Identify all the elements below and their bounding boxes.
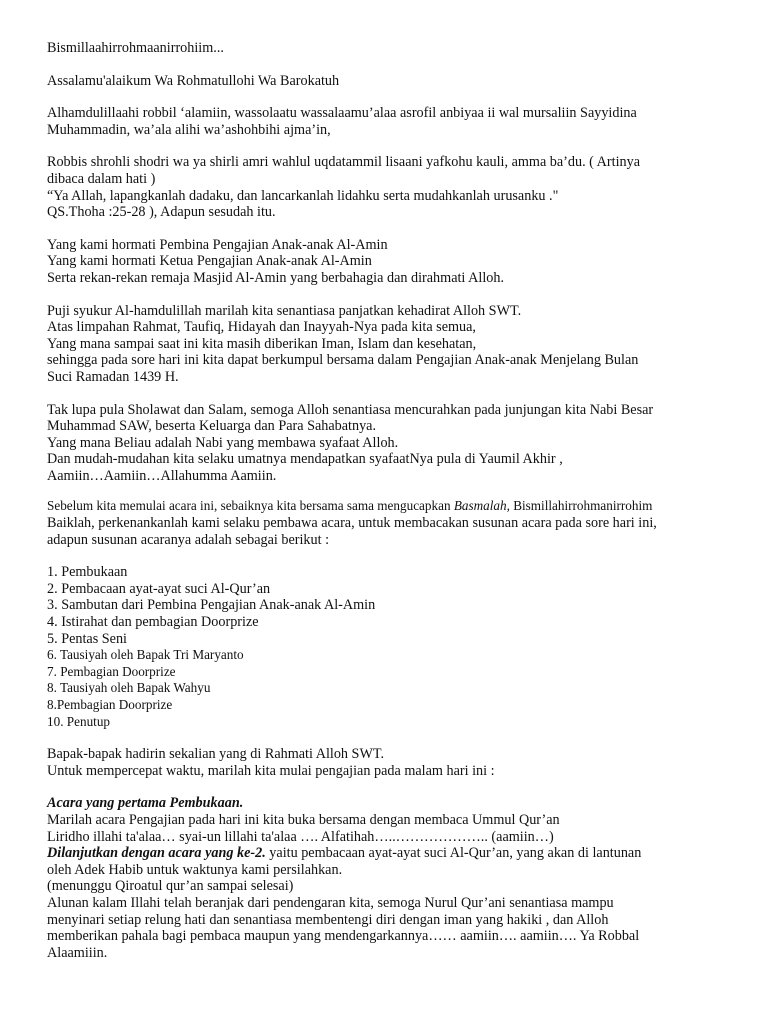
text-line: Alaamiiin. xyxy=(47,944,108,961)
text-line: Liridho illahi ta'alaa… syai-un lillahi ta'alaa …. Alfatihah…..……………….. (aamiin…) xyxy=(47,828,554,845)
text-line: Bapak-bapak hadirin sekalian yang di Rahmati Alloh SWT. xyxy=(47,746,384,763)
agenda-item: 5. Pentas Seni xyxy=(47,630,127,647)
text-line: “Ya Allah, lapangkanlah dadaku, dan lancarkanlah lidahku serta mudahkanlah urusanku ." xyxy=(47,187,559,204)
section-quran-recitation xyxy=(47,845,721,961)
agenda-list xyxy=(47,564,721,730)
text-line: Yang kami hormati Pembina Pengajian Anak-anak Al-Amin xyxy=(47,236,388,253)
opening-salam: Assalamu'alaikum Wa Rohmatullohi Wa Barokatuh xyxy=(47,72,340,89)
text-line: Suci Ramadan 1439 H. xyxy=(47,368,179,385)
agenda-item: 1. Pembukaan xyxy=(47,564,128,581)
text-line: Robbis shrohli shodri wa ya shirli amri wahlul uqdatammil lisaani yafkohu kauli, amma ba’du. ( Artinya xyxy=(47,154,641,171)
text-line: menyinari setiap relung hati dan senantiasa membentengi diri dengan iman yang hakiki , dan Alloh xyxy=(47,911,609,928)
intro-paragraph xyxy=(47,498,721,548)
text-line: Baiklah, perkenankanlah kami selaku pembawa acara, untuk membacakan susunan acara pada sore hari ini, xyxy=(47,515,657,532)
text-line: (menunggu Qiroatul qur’an sampai selesai) xyxy=(47,878,294,895)
intro-text: Bismillahirrohmanirrohim xyxy=(509,498,653,514)
prayer-paragraph xyxy=(47,154,721,220)
text-line: Tak lupa pula Sholawat dan Salam, semoga Alloh senantiasa mencurahkan pada junjungan kita Nabi Besar xyxy=(47,401,654,418)
agenda-item: 4. Istirahat dan pembagian Doorprize xyxy=(47,614,259,631)
praise-paragraph xyxy=(47,105,721,138)
text-line: adapun susunan acaranya adalah sebagai berikut : xyxy=(47,531,330,548)
agenda-item: 10. Penutup xyxy=(47,713,111,729)
agenda-item: 6. Tausiyah oleh Bapak Tri Maryanto xyxy=(47,647,244,663)
text-line: QS.Thoha :25-28 ), Adapun sesudah itu. xyxy=(47,204,276,221)
basmalah-emphasis: Basmalah, xyxy=(453,498,510,514)
agenda-item: 8. Tausiyah oleh Bapak Wahyu xyxy=(47,680,211,696)
text-line: Yang kami hormati Ketua Pengajian Anak-anak Al-Amin xyxy=(47,253,372,270)
intro-line xyxy=(47,498,721,515)
text-line: Serta rekan-rekan remaja Masjid Al-Amin yang berbahagia dan dirahmati Alloh. xyxy=(47,269,504,286)
sholawat-paragraph xyxy=(47,402,721,485)
text-line: sehingga pada sore hari ini kita dapat berkumpul bersama dalam Pengajian Anak-anak Menjelang Bulan xyxy=(47,352,639,369)
text-line: Muhammadin, wa’ala alihi wa’ashohbihi ajma’in, xyxy=(47,121,331,138)
section-heading: Dilanjutkan dengan acara yang ke-2. xyxy=(47,845,266,862)
text-line: Alunan kalam Illahi telah beranjak dari pendengaran kita, semoga Nurul Qur’ani senantiasa mampu xyxy=(47,894,614,911)
section-opening xyxy=(47,795,721,845)
section-heading: Acara yang pertama Pembukaan. xyxy=(47,795,244,812)
heading-continuation: yaitu pembacaan ayat-ayat suci Al-Qur’an, yang akan di lantunan xyxy=(265,845,642,862)
agenda-item: 8.Pembagian Doorprize xyxy=(47,697,173,712)
text-line: Dan mudah-mudahan kita selaku umatnya mendapatkan syafaatNya pula di Yaumil Akhir , xyxy=(47,451,563,468)
agenda-item: 3. Sambutan dari Pembina Pengajian Anak-anak Al-Amin xyxy=(47,597,376,614)
text-line: Muhammad SAW, beserta Keluarga dan Para Sahabatnya. xyxy=(47,418,377,435)
text-line: Atas limpahan Rahmat, Taufiq, Hidayah dan Inayyah-Nya pada kita semua, xyxy=(47,319,476,336)
agenda-item: 7. Pembagian Doorprize xyxy=(47,663,176,679)
gratitude-paragraph xyxy=(47,303,721,386)
text-line: Puji syukur Al-hamdulillah marilah kita senantiasa panjatkan kehadirat Alloh SWT. xyxy=(47,302,522,319)
opening-basmalah: Bismillaahirrohmaanirrohiim... xyxy=(47,40,224,56)
greetings-paragraph xyxy=(47,237,721,287)
text-line: dibaca dalam hati ) xyxy=(47,170,156,187)
address-paragraph xyxy=(47,746,721,779)
text-line: memberikan pahala bagi pembaca maupun yang mendengarkannya…… aamiin…. aamiin…. Ya Robbal xyxy=(47,928,640,945)
section-heading-line xyxy=(47,845,721,862)
text-line: Alhamdulillaahi robbil ‘alamiin, wassolaatu wassalaamu’alaa asrofil anbiyaa ii wal mursaliin Sayyidina xyxy=(47,105,637,122)
text-line: oleh Adek Habib untuk waktunya kami persilahkan. xyxy=(47,861,343,878)
text-line: Aamiin…Aamiin…Allahumma Aamiin. xyxy=(47,467,277,484)
text-line: Yang mana sampai saat ini kita masih diberikan Iman, Islam dan kesehatan, xyxy=(47,335,477,352)
text-line: Yang mana Beliau adalah Nabi yang membawa syafaat Alloh. xyxy=(47,434,399,451)
text-line: Marilah acara Pengajian pada hari ini kita buka bersama dengan membaca Ummul Qur’an xyxy=(47,811,560,828)
text-line: Untuk mempercepat waktu, marilah kita mulai pengajian pada malam hari ini : xyxy=(47,762,495,779)
intro-text: Sebelum kita memulai acara ini, sebaiknya kita bersama sama mengucapkan xyxy=(47,498,454,514)
agenda-item: 2. Pembacaan ayat-ayat suci Al-Qur’an xyxy=(47,580,271,597)
